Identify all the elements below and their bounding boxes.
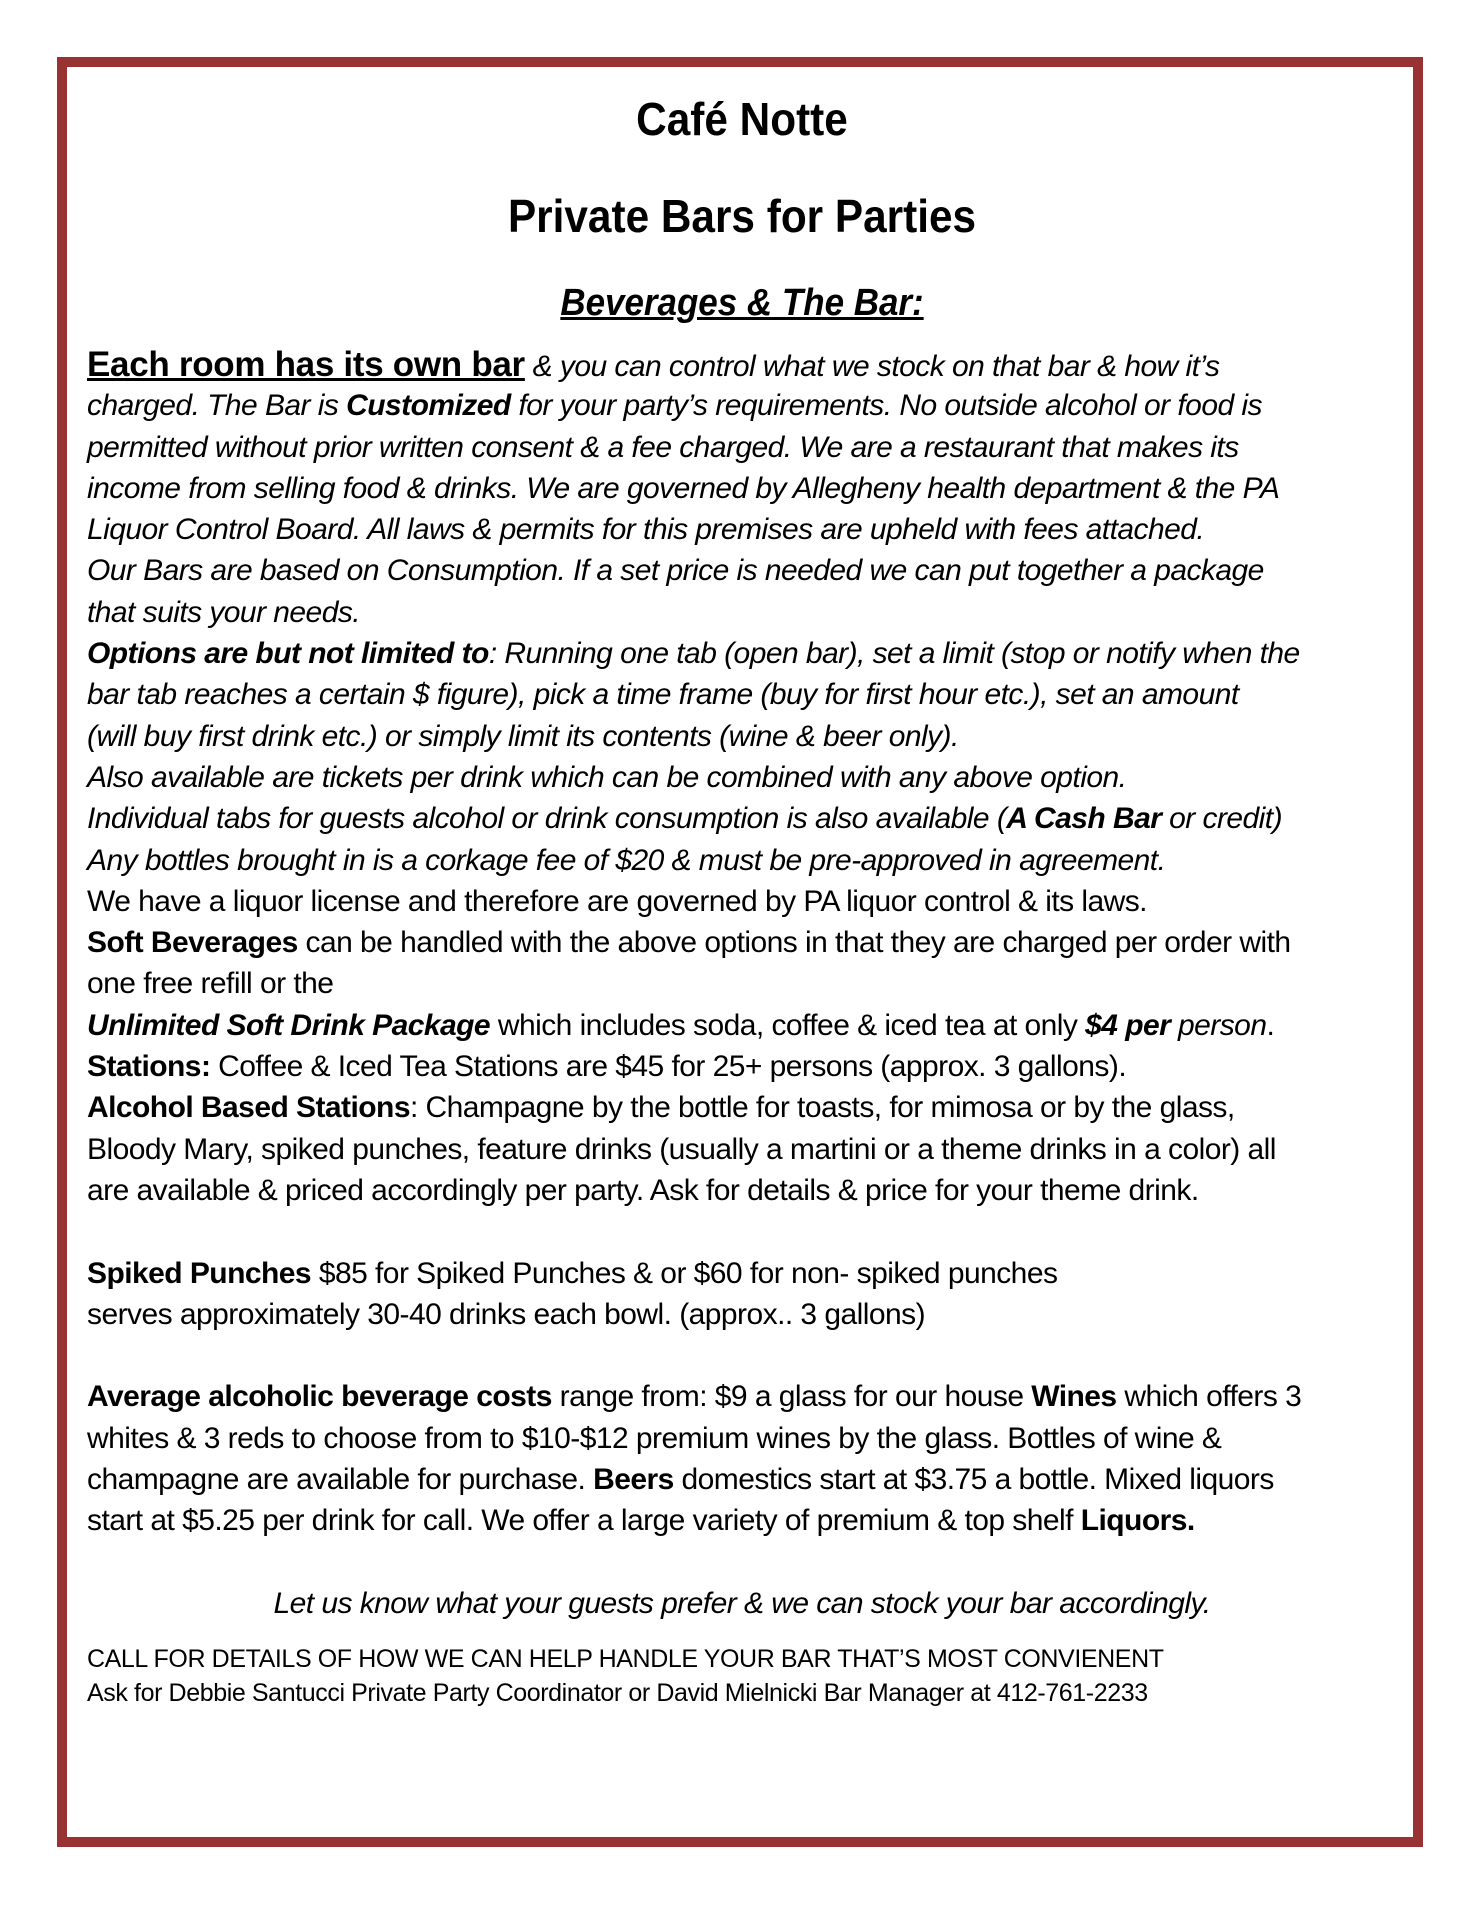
line-options-3: (will buy first drink etc.) or simply limit its contents (wine & beer only). (87, 719, 959, 753)
document-content (87, 85, 1397, 1710)
line-refill: one free refill or the (87, 967, 334, 1001)
stations-keyword: Stations: (87, 1050, 211, 1084)
footer-call: CALL FOR DETAILS OF HOW WE CAN HELP HANDLE YOUR BAR THAT’S MOST CONVIENENT (87, 1645, 1164, 1674)
spacer (87, 1335, 1397, 1376)
line-permitted: permitted without prior written consent & a fee charged. We are a restaurant that makes its (87, 430, 1239, 464)
line-mixed-liquors: start at $5.25 per drink for call. We offer a large variety of premium & top shelf Liquors. (87, 1504, 1195, 1538)
line-license: We have a liquor license and therefore are governed by PA liquor control & its laws. (87, 884, 1147, 918)
line-options-2: bar tab reaches a certain $ figure), pick a time frame (buy for first hour etc.), set an amount (87, 678, 1239, 712)
footer-contact: Ask for Debbie Santucci Private Party Coordinator or David Mielnicki Bar Manager at 412-761-2233 (87, 1679, 1148, 1708)
liquors-keyword: Liquors. (1080, 1504, 1195, 1538)
body-text (87, 344, 1397, 1624)
line-punch-serves: serves approximately 30-40 drinks each bowl. (approx.. 3 gallons) (87, 1297, 926, 1331)
line-champagne: champagne are available for purchase. Beers domestics start at $3.75 a bottle. Mixed liquors (87, 1463, 1274, 1497)
options-keyword: Options are but not limited to (87, 637, 489, 671)
restaurant-name: Café Notte (636, 93, 848, 145)
section-heading: Beverages & The Bar: (560, 282, 924, 324)
line-consumption: Our Bars are based on Consumption. If a set price is needed we can put together a package (87, 554, 1264, 588)
spiked-punches-keyword: Spiked Punches (87, 1256, 312, 1290)
cash-bar-keyword: A Cash Bar (1006, 802, 1162, 836)
line-room-bar: Each room has its own bar & you can control what we stock on that bar & how it’s (87, 345, 1220, 384)
line-suits: that suits your needs. (87, 595, 361, 629)
line-stations: Stations: Coffee & Iced Tea Stations are $45 for 25+ persons (approx. 3 gallons). (87, 1050, 1127, 1084)
room-bar-lead: Each room has its own bar (87, 345, 525, 384)
line-spiked-punches: Spiked Punches $85 for Spiked Punches & or $60 for non- spiked punches (87, 1256, 1058, 1290)
beers-keyword: Beers (593, 1463, 674, 1497)
alcohol-stations-keyword: Alcohol Based Stations (87, 1091, 410, 1125)
line-unlimited-package: Unlimited Soft Drink Package which includes soda, coffee & iced tea at only $4 per person. (87, 1008, 1275, 1042)
wines-keyword: Wines (1031, 1380, 1117, 1414)
spacer (87, 1211, 1397, 1252)
average-costs-keyword: Average alcoholic beverage costs (87, 1380, 552, 1414)
customized-keyword: Customized (346, 389, 511, 423)
line-whites-reds: whites & 3 reds to choose from to $10-$12 premium wines by the glass. Bottles of wine & (87, 1421, 1222, 1455)
line-individual-tabs: Individual tabs for guests alcohol or drink consumption is also available (A Cash Bar or credit) (87, 802, 1283, 836)
line-tickets: Also available are tickets per drink which can be combined with any above option. (87, 760, 1127, 794)
line-alcohol-3: are available & priced accordingly per party. Ask for details & price for your theme drink. (87, 1173, 1199, 1207)
soft-beverages-keyword: Soft Beverages (87, 926, 298, 960)
line-customized: charged. The Bar is Customized for your party’s requirements. No outside alcohol or food is (87, 389, 1262, 423)
soft-drink-price: $4 per (1085, 1008, 1171, 1042)
line-liquor-board: Liquor Control Board. All laws & permits for this premises are upheld with fees attached. (87, 513, 1205, 547)
page-title: Private Bars for Parties (507, 190, 977, 242)
line-alcohol-2: Bloody Mary, spiked punches, feature drinks (usually a martini or a theme drinks in a color) all (87, 1132, 1276, 1166)
line-options: Options are but not limited to: Running one tab (open bar), set a limit (stop or notify when the (87, 637, 1300, 671)
line-soft-beverages: Soft Beverages can be handled with the above options in that they are charged per order with (87, 926, 1291, 960)
spacer (87, 1542, 1397, 1583)
line-corkage: Any bottles brought in is a corkage fee of $20 & must be pre-approved in agreement. (87, 843, 1166, 877)
unlimited-package-keyword: Unlimited Soft Drink Package (87, 1008, 491, 1042)
line-income: income from selling food & drinks. We are governed by Allegheny health department & the PA (87, 471, 1280, 505)
closing-line: Let us know what your guests prefer & we can stock your bar accordingly. (273, 1586, 1211, 1620)
line-average-costs: Average alcoholic beverage costs range from: $9 a glass for our house Wines which offers 3 (87, 1380, 1302, 1414)
line-alcohol-stations: Alcohol Based Stations: Champagne by the bottle for toasts, for mimosa or by the glass, (87, 1091, 1235, 1125)
